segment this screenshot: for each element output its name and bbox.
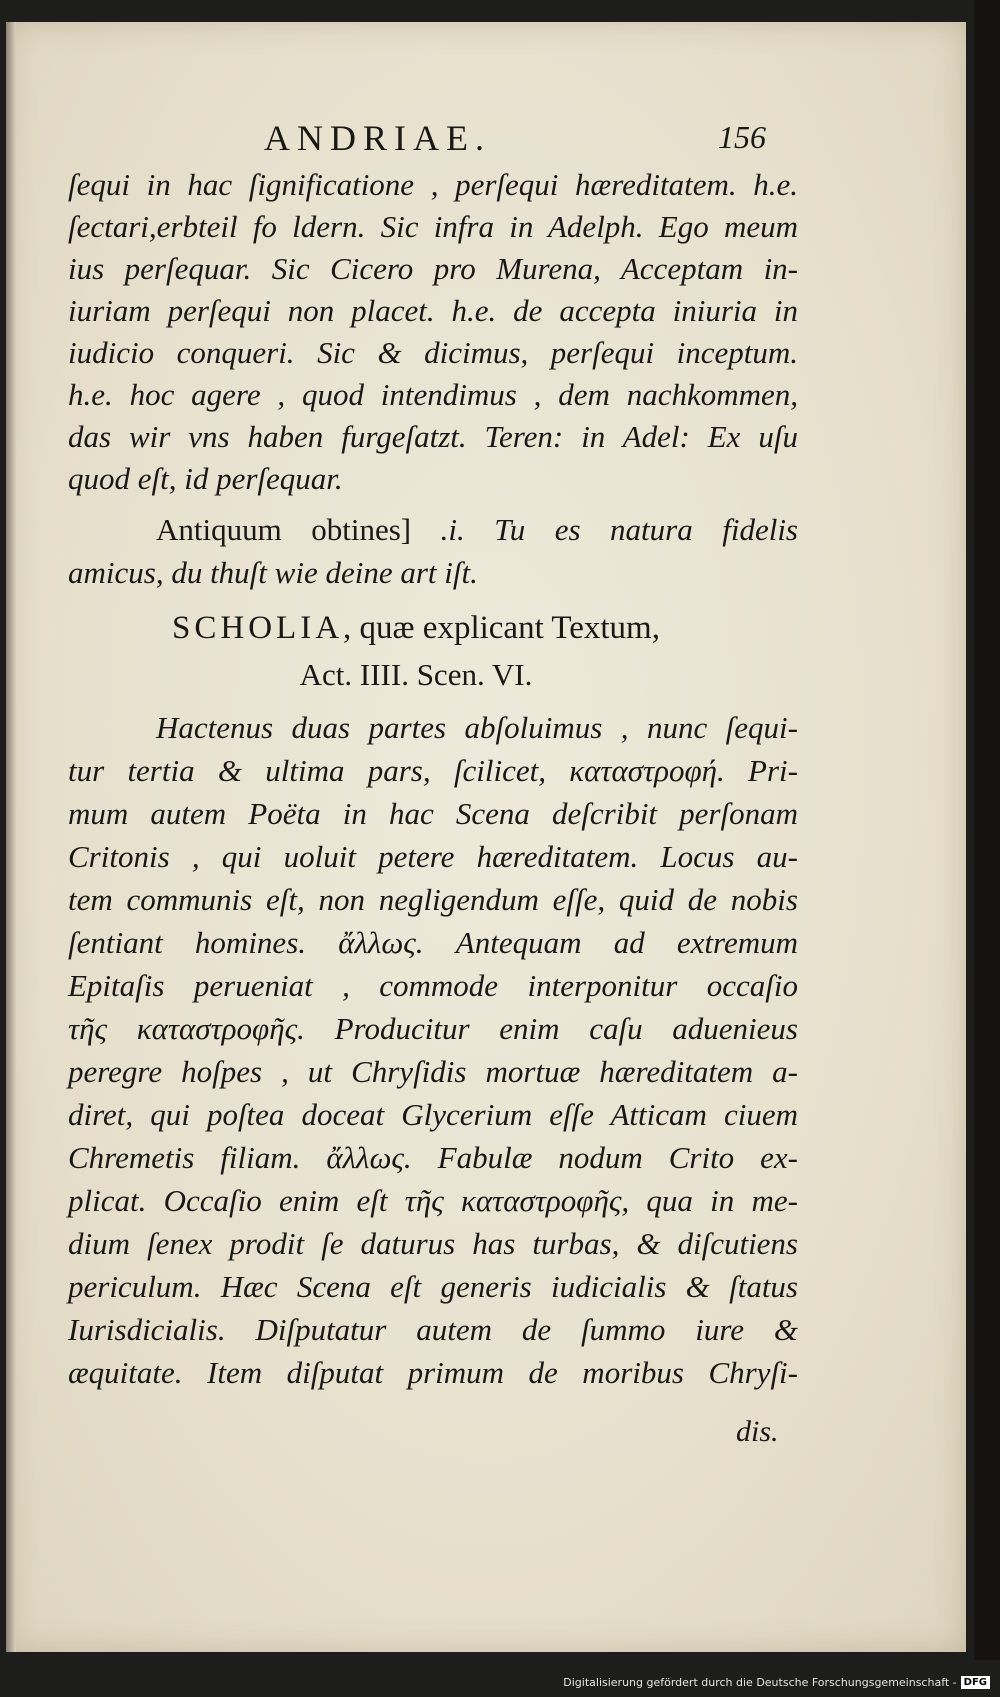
page-header	[6, 117, 966, 163]
body-line: quod eſt, id perſequar.	[68, 461, 343, 496]
running-title: ANDRIAE.	[264, 118, 491, 158]
body-line: ſectari,erbteil fo ldern. Sic infra in Adelph. Ego meum	[68, 209, 798, 244]
scholia-line: æquitate. Item diſputat primum de moribus Chryſi-	[68, 1355, 798, 1390]
scholia-line: Epitaſis perueniat , commode interponitur occaſio	[68, 968, 798, 1003]
scholia-line: diret, qui poſtea doceat Glycerium eſſe Atticam ciuem	[68, 1097, 798, 1132]
scholia-subheading: Act. IIII. Scen. VI.	[299, 657, 533, 692]
scholia-line: plicat. Occaſio enim eſt τῆς καταστροφῆς, qua in me-	[68, 1183, 798, 1218]
catchword: dis.	[736, 1415, 779, 1448]
lemma-gloss: .i. Tu es natura fidelis	[440, 512, 798, 547]
scholia-heading-caps: SCHOLIA	[172, 610, 344, 646]
scan-border	[974, 0, 1000, 1660]
body-line: ius perſequar. Sic Cicero pro Murena, Acceptam in-	[68, 251, 798, 286]
body-line: das wir vns haben furgeſatzt. Teren: in Adel: Ex uſu	[68, 419, 798, 454]
body-line: h.e. hoc agere , quod intendimus , dem nachkommen,	[68, 377, 798, 412]
body-line: iuriam perſequi non placet. h.e. de accepta iniuria in	[68, 293, 798, 328]
scholia-line: tur tertia & ultima pars, ſcilicet, καταστροφή. Pri-	[68, 753, 798, 788]
lemma-gloss-continuation: amicus, du thuſt wie deine art iſt.	[68, 555, 478, 590]
scholia-line: dium ſenex prodit ſe daturus has turbas, & diſcutiens	[68, 1226, 798, 1261]
scholia-heading	[46, 607, 786, 650]
scholia-line: mum autem Poëta in hac Scena deſcribit perſonam	[68, 796, 798, 831]
scholia-heading-rest: , quæ explicant Textum,	[343, 610, 660, 646]
scholia-line: periculum. Hæc Scena eſt generis iudicialis & ſtatus	[68, 1269, 798, 1304]
scholia-line: Iurisdicialis. Diſputatur autem de ſummo iure &	[68, 1312, 798, 1347]
digitization-footer	[563, 1676, 990, 1689]
scholia-line: Hactenus duas partes abſoluimus , nunc ſequi-	[156, 710, 798, 745]
scholia-line: Critonis , qui uoluit petere hæreditatem. Locus au-	[68, 839, 798, 874]
dfg-logo: DFG	[961, 1676, 990, 1689]
lemma-label: Antiquum obtines]	[156, 512, 412, 547]
page-gutter-shadow	[6, 22, 16, 1652]
scholia-line: ſentiant homines. ἄλλως. Antequam ad extremum	[68, 925, 798, 960]
body-line: iudicio conqueri. Sic & dicimus, perſequi inceptum.	[68, 335, 798, 370]
footer-credit: Digitalisierung gefördert durch die Deutsche Forschungsgemeinschaft -	[563, 1676, 957, 1689]
book-page	[6, 22, 966, 1652]
body-line: ſequi in hac ſignificatione , perſequi hæreditatem. h.e.	[68, 167, 798, 202]
folio-number: 156	[718, 119, 766, 155]
scholia-line: Chremetis filiam. ἄλλως. Fabulæ nodum Crito ex-	[68, 1140, 798, 1175]
scholia-line: tem communis eſt, non negligendum eſſe, quid de nobis	[68, 882, 798, 917]
scholia-line: τῆς καταστροφῆς. Producitur enim caſu aduenieus	[68, 1011, 798, 1046]
lemma-line	[156, 509, 798, 552]
scholia-line: peregre hoſpes , ut Chryſidis mortuæ hæreditatem a-	[68, 1054, 798, 1089]
